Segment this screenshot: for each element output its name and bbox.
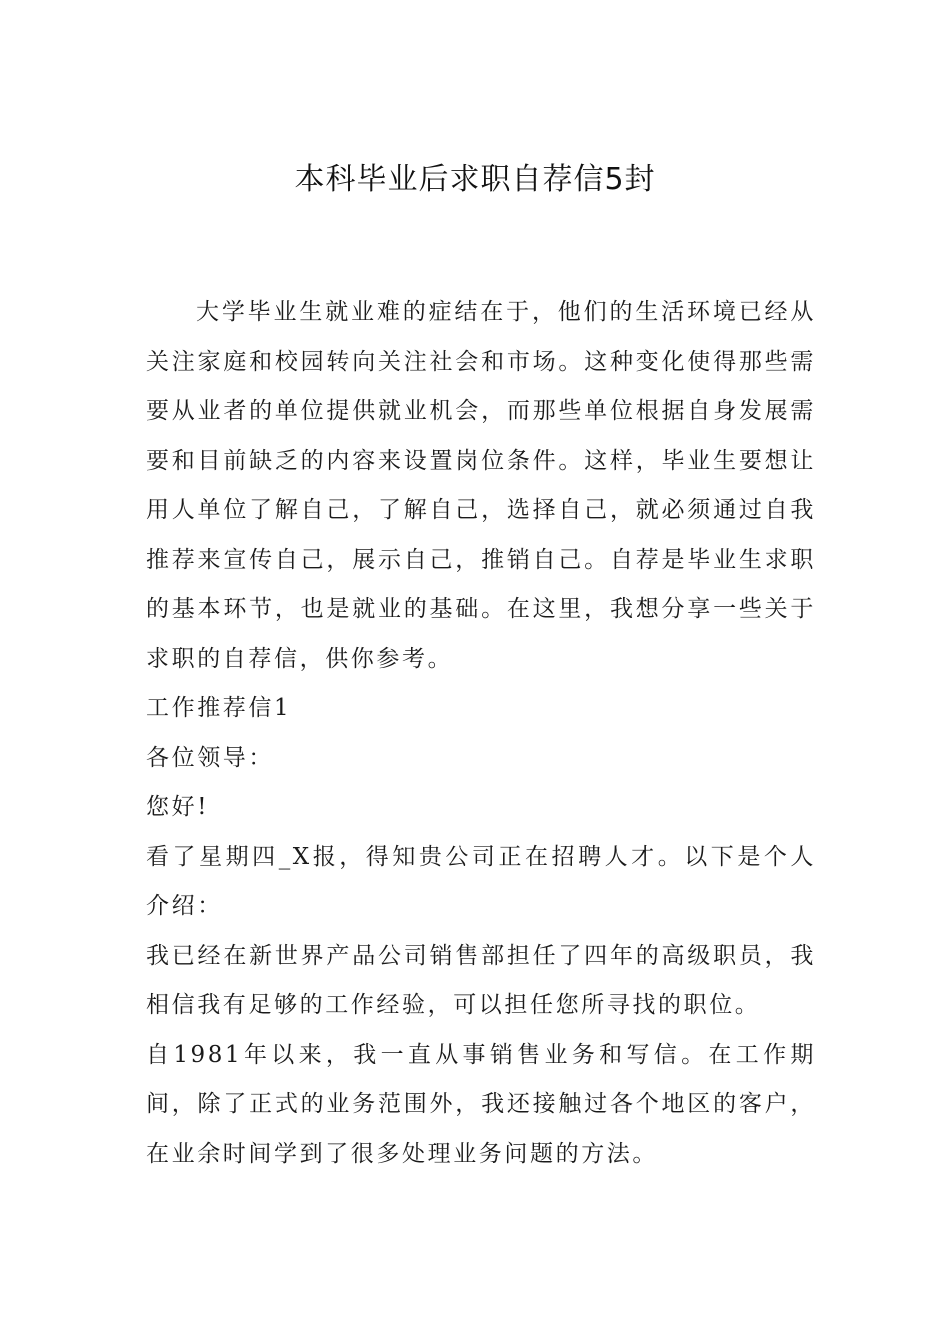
intro-paragraph: 大学毕业生就业难的症结在于，他们的生活环境已经从关注家庭和校园转向关注社会和市场。这种变化使得那些需要从业者的单位提供就业机会，而那些单位根据自身发展需要和目前缺乏的内容来设置岗位条件。这样，毕业生要想让用人单位了解自己，了解自己，选择自己，就必须通过自我推荐来宣传自己，展示自己，推销自己。自荐是毕业生求职的基本环节，也是就业的基础。在这里，我想分享一些关于求职的自荐信，供你参考。 <box>146 299 816 672</box>
letter-paragraph: 自1981年以来，我一直从事销售业务和写信。在工作期间，除了正式的业务范围外，我还接触过各个地区的客户，在业余时间学到了很多处理业务问题的方法。 <box>146 1041 816 1167</box>
salutation: 各位领导： <box>146 744 274 771</box>
letter-paragraph: 看了星期四_X报，得知贵公司正在招聘人才。以下是个人介绍： <box>146 843 816 919</box>
letter-heading: 工作推荐信1 <box>146 695 292 721</box>
document-title: 本科毕业后求职自荐信5封 <box>294 162 656 197</box>
document-body <box>146 288 816 1179</box>
greeting: 您好! <box>146 794 210 820</box>
letter-paragraph: 我已经在新世界产品公司销售部担任了四年的高级职员，我相信我有足够的工作经验，可以担任您所寻找的职位。 <box>146 942 816 1018</box>
